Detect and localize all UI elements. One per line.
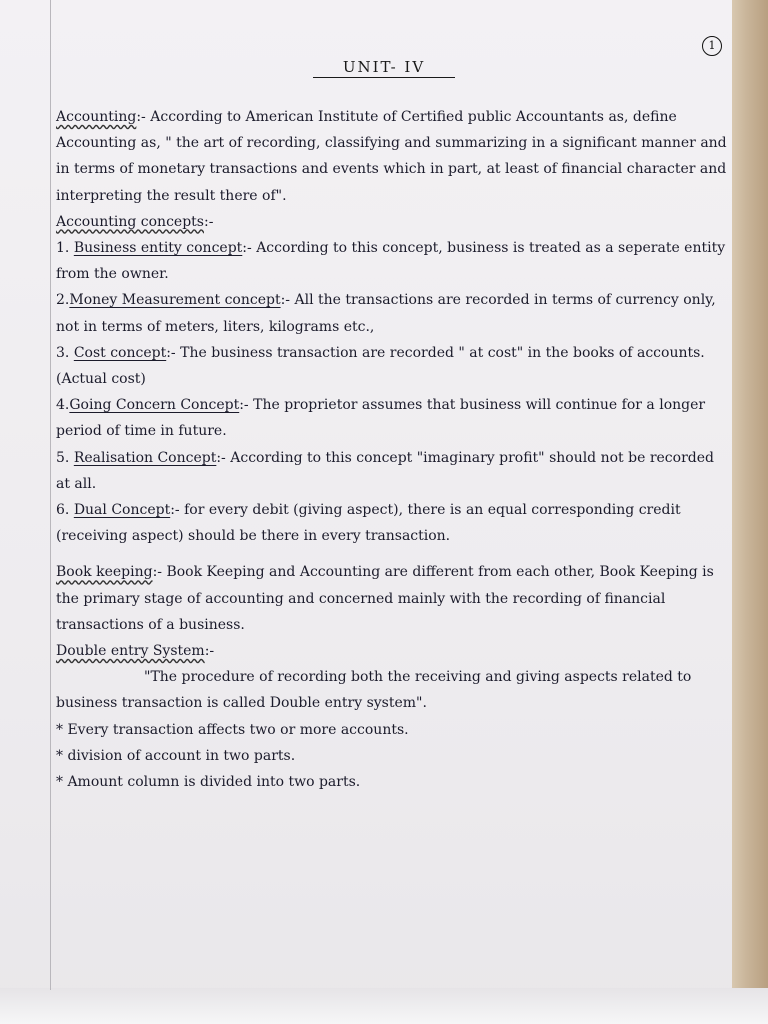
concept-number: 1.	[56, 240, 70, 257]
page-number: 1	[702, 36, 722, 56]
book-keeping-paragraph	[56, 559, 732, 638]
concept-name: Dual Concept	[73, 502, 171, 519]
section-gap	[56, 549, 732, 559]
concept-number: 4.	[56, 397, 70, 414]
accounting-paragraph	[56, 104, 732, 209]
notes-body	[56, 104, 732, 795]
concept-number: 6.	[56, 502, 70, 519]
concept-item	[56, 235, 732, 287]
concept-item	[56, 497, 732, 549]
page-edge	[732, 0, 768, 1024]
book-keeping-text: :- Book Keeping and Accounting are different from each other, Book Keeping is the primary stage of accounting and concerned mainly with the recording of financial transactions of a business.	[56, 564, 714, 633]
concept-text: :- According to this concept "imaginary profit" should not be recorded at all.	[56, 449, 714, 492]
concept-name: Money Measurement concept	[69, 292, 281, 309]
concept-text: :- The business transaction are recorded " at cost" in the books of accounts. (Actual cost)	[56, 344, 705, 388]
accounting-heading: Accounting	[56, 109, 137, 125]
concepts-heading: Accounting concepts	[56, 213, 204, 230]
concept-text: :- According to this concept, business is treated as a seperate entity from the owner.	[56, 240, 726, 283]
concept-number: 5.	[56, 449, 70, 466]
concept-text: :- for every debit (giving aspect), there is an equal corresponding credit (receiving aspect) should be there in every transaction.	[56, 502, 681, 545]
bullet-item: * Every transaction affects two or more accounts.	[56, 721, 409, 738]
concept-text: :- The proprietor assumes that business will continue for a longer period of time in future.	[56, 397, 706, 440]
accounting-text: :- According to American Institute of Certified public Accountants as, define Accounting as, " the art of recording, classifying and summarizing in a significant manner and in terms of monetary transactions and events which in part, at least of financial character and interpreting the result there of".	[56, 109, 727, 204]
concepts-heading-suffix: :-	[203, 213, 214, 230]
book-keeping-heading: Book keeping	[56, 564, 153, 581]
double-entry-heading-line	[56, 638, 732, 664]
unit-title	[0, 58, 768, 76]
margin-line	[50, 0, 51, 990]
concept-item	[56, 445, 732, 497]
unit-title-text: UNIT- IV	[313, 58, 455, 78]
page-bottom-edge	[0, 988, 768, 1024]
double-entry-definition: "The procedure of recording both the receiving and giving aspects related to business transaction is called Double entry system".	[56, 669, 692, 712]
concept-name: Cost concept	[73, 344, 167, 361]
double-entry-heading-suffix: :-	[204, 643, 215, 660]
concept-text: :- All the transactions are recorded in terms of currency only, not in terms of meters, liters, kilograms etc.,	[56, 292, 716, 335]
concept-item	[56, 340, 732, 392]
double-entry-heading: Double entry System	[56, 643, 205, 660]
concept-number: 2.	[56, 292, 70, 309]
concept-item	[56, 392, 732, 444]
concepts-heading-line	[56, 209, 732, 235]
concept-name: Business entity concept	[73, 240, 243, 257]
bullet-item: * Amount column is divided into two parts.	[56, 774, 361, 791]
bullet-item: * division of account in two parts.	[56, 747, 296, 764]
concept-number: 3.	[56, 344, 70, 361]
concept-name: Going Concern Concept	[69, 397, 240, 414]
concept-item	[56, 287, 732, 339]
concept-name: Realisation Concept	[73, 449, 217, 466]
